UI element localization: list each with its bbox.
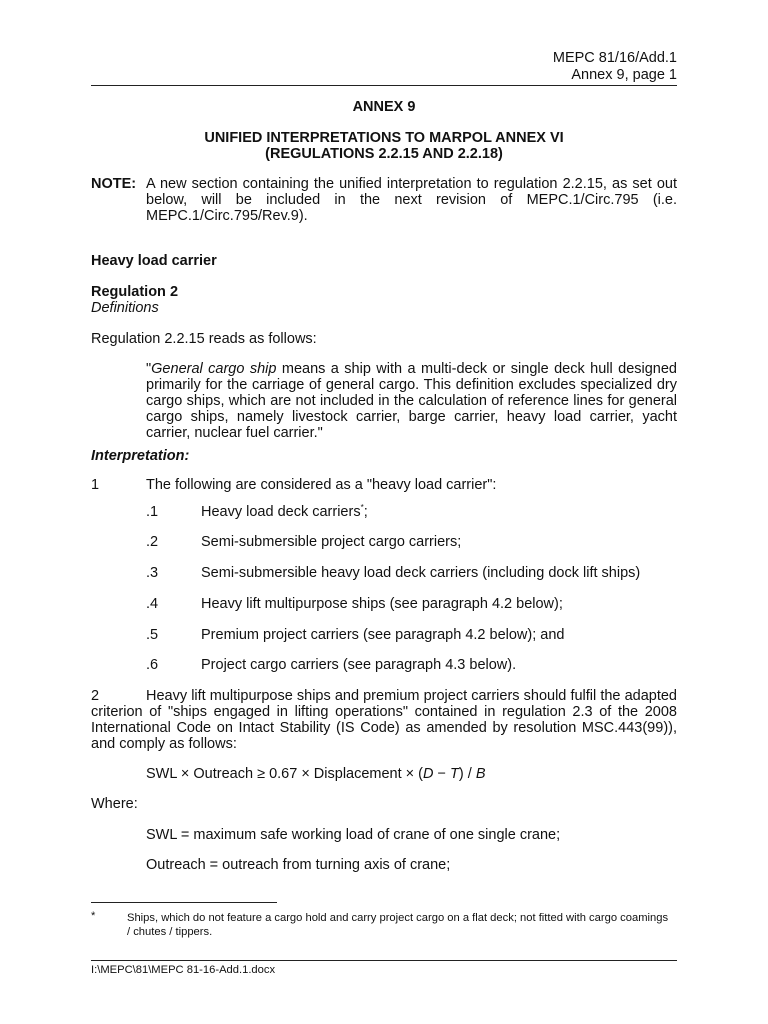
definition-outreach: Outreach = outreach from turning axis of crane; [146, 857, 451, 873]
list-item-number: .4 [146, 596, 159, 612]
para2-text: criterion of "ships engaged in lifting operations" contained in regulation 2.3 of the 2008 International Code on Intact Stability (IS Code) as amended by resolution MSC.443(99)), and comply as follows: [91, 704, 677, 752]
reads-as-follows: Regulation 2.2.15 reads as follows: [91, 331, 317, 347]
regulation-heading: Regulation 2 [91, 284, 179, 300]
regulation-quote [146, 361, 677, 441]
list-item-tail: ; [363, 504, 368, 520]
where-label: Where: [91, 796, 138, 812]
annex-title: ANNEX 9 [352, 99, 416, 115]
formula-d: D [423, 766, 434, 782]
footnote-text-line-1: Ships, which do not feature a cargo hold and carry project cargo on a flat deck; not fitted with cargo coamings [127, 912, 669, 924]
note-label: NOTE: [91, 176, 137, 192]
list-item-number: .6 [146, 657, 159, 673]
list-item-number: .2 [146, 534, 159, 550]
header-doc-id: MEPC 81/16/Add.1 [552, 50, 677, 66]
formula-t: T [450, 766, 459, 782]
quote-text: means a ship with a multi-deck or single deck hull designed primarily for the carriage of general cargo. This definition excludes specialized dry cargo ships, which are not included in the calculation of reference lines for general cargo ships, namely livestock carrier, barge carrier, heavy load carrier, yacht carrier, nuclear fuel carrier." [146, 361, 677, 441]
definition-swl: SWL = maximum safe working load of crane of one single crane; [146, 827, 561, 843]
section-heading: Heavy load carrier [91, 253, 217, 269]
para2-first-line: Heavy lift multipurpose ships and premium project carriers should fulfil the adapted [146, 688, 677, 704]
list-item-text: Heavy load deck carriers [201, 504, 361, 520]
header-page-ref: Annex 9, page 1 [571, 67, 677, 83]
footer-rule [91, 960, 677, 961]
para1-text: The following are considered as a "heavy load carrier": [146, 477, 497, 493]
formula-lhs: SWL × Outreach ≥ 0.67 × Displacement × ( [146, 766, 424, 782]
list-item-text: Heavy lift multipurpose ships (see paragraph 4.2 below); [201, 596, 563, 612]
formula-minus: − [433, 766, 451, 782]
list-item-text: Premium project carriers (see paragraph 4.2 below); and [201, 627, 565, 643]
para1-number: 1 [91, 477, 100, 493]
list-item-number: .5 [146, 627, 159, 643]
regulation-subheading: Definitions [91, 300, 159, 316]
list-item-text: Project cargo carriers (see paragraph 4.3 below). [201, 657, 517, 673]
footnote-separator [91, 902, 277, 903]
list-item-text: Semi-submersible project cargo carriers; [201, 534, 462, 550]
list-item-number: .1 [146, 504, 159, 520]
interpretation-heading: Interpretation: [91, 448, 190, 464]
footnote-text-line-2: / chutes / tippers. [127, 926, 213, 938]
para2-number: 2 [91, 688, 100, 704]
main-title-line-1: UNIFIED INTERPRETATIONS TO MARPOL ANNEX VI [204, 130, 564, 146]
formula-b: B [475, 766, 486, 782]
quote-term: General cargo ship [151, 361, 277, 377]
quote-open: " [146, 361, 152, 377]
main-title-line-2: (REGULATIONS 2.2.15 AND 2.2.18) [265, 146, 503, 162]
footer-file-path: I:\MEPC\81\MEPC 81-16-Add.1.docx [91, 964, 276, 976]
footnote-marker[interactable]: * [360, 503, 364, 513]
footnote-mark: * [91, 910, 96, 922]
list-item-number: .3 [146, 565, 159, 581]
formula [146, 766, 485, 782]
header-rule [91, 85, 677, 86]
formula-close: ) / [458, 766, 476, 782]
list-item-text: Semi-submersible heavy load deck carriers (including dock lift ships) [201, 565, 641, 581]
note-text: A new section containing the unified interpretation to regulation 2.2.15, as set out below, will be included in the next revision of MEPC.1/Circ.795 (i.e. MEPC.1/Circ.795/Rev.9). [146, 176, 677, 224]
list-item [201, 504, 368, 520]
